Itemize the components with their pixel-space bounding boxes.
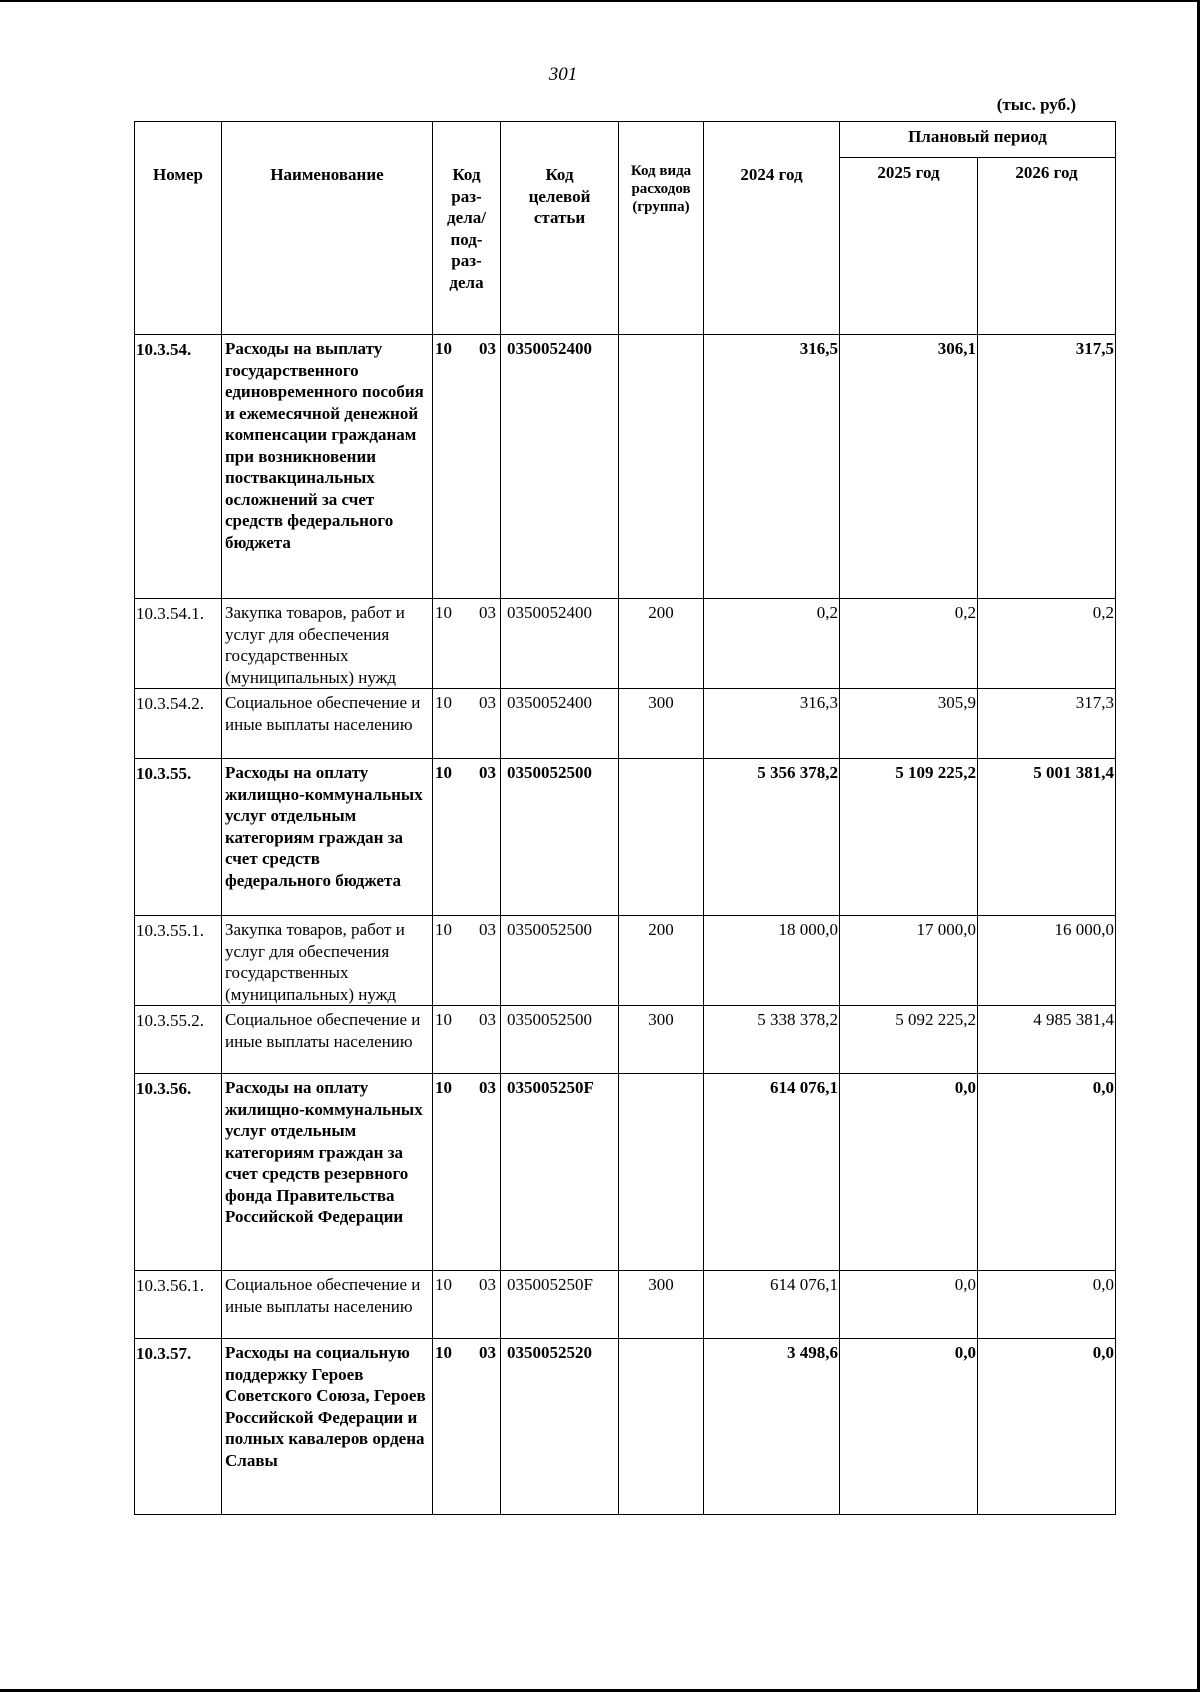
row-section-code	[433, 599, 501, 689]
row-value-2025: 0,2	[840, 599, 978, 689]
row-name: Расходы на оплату жилищно-коммунальных услуг отдельным категориям граждан за счет средств резервного фонда Правительства Российской Федерации	[222, 1074, 433, 1271]
row-name: Расходы на выплату государственного единовременного пособия и ежемесячной денежной компенсации гражданам при возникновении поствакцинальных осложнений за счет средств федерального бюджета	[222, 335, 433, 599]
row-target-code: 035005250F	[501, 1271, 619, 1339]
row-value-2025: 0,0	[840, 1271, 978, 1339]
row-group-code	[619, 1339, 704, 1515]
row-section-code	[433, 1074, 501, 1271]
row-value-2024: 316,5	[704, 335, 840, 599]
header-target-code	[501, 122, 619, 335]
row-group-code: 200	[619, 599, 704, 689]
row-value-2024: 614 076,1	[704, 1074, 840, 1271]
row-value-2026: 5 001 381,4	[978, 759, 1116, 916]
row-value-2024: 3 498,6	[704, 1339, 840, 1515]
row-number: 10.3.56.1.	[135, 1271, 222, 1339]
row-number: 10.3.55.	[135, 759, 222, 916]
row-group-code: 300	[619, 689, 704, 759]
row-target-code: 0350052500	[501, 759, 619, 916]
row-number: 10.3.54.1.	[135, 599, 222, 689]
row-name: Расходы на оплату жилищно-коммунальных услуг отдельным категориям граждан за счет средств федерального бюджета	[222, 759, 433, 916]
header-year-2026: 2026 год	[978, 158, 1116, 335]
row-value-2026: 4 985 381,4	[978, 1006, 1116, 1074]
section-code: 10	[435, 693, 452, 712]
table-row	[135, 1006, 1116, 1074]
row-value-2025: 5 092 225,2	[840, 1006, 978, 1074]
row-target-code: 0350052400	[501, 335, 619, 599]
section-code: 10	[435, 339, 452, 358]
row-value-2026: 16 000,0	[978, 916, 1116, 1006]
row-value-2024: 614 076,1	[704, 1271, 840, 1339]
row-number: 10.3.55.2.	[135, 1006, 222, 1074]
table-row	[135, 759, 1116, 916]
section-code: 10	[435, 1010, 452, 1029]
row-target-code: 0350052500	[501, 916, 619, 1006]
row-group-code	[619, 759, 704, 916]
row-group-code	[619, 1074, 704, 1271]
row-section-code	[433, 689, 501, 759]
table-row	[135, 916, 1116, 1006]
row-value-2026: 317,3	[978, 689, 1116, 759]
row-value-2024: 316,3	[704, 689, 840, 759]
subsection-code: 03	[479, 920, 496, 939]
section-code: 10	[435, 1343, 452, 1362]
section-code: 10	[435, 603, 452, 622]
budget-table	[134, 121, 1116, 1515]
subsection-code: 03	[479, 1343, 496, 1362]
section-code: 10	[435, 1275, 452, 1294]
subsection-code: 03	[479, 603, 496, 622]
row-value-2025: 305,9	[840, 689, 978, 759]
table-header	[135, 122, 1116, 335]
header-section-code-text: Код раз-дела/ под-раз-дела	[447, 165, 486, 292]
table-row	[135, 1339, 1116, 1515]
subsection-code: 03	[479, 1275, 496, 1294]
row-name: Закупка товаров, работ и услуг для обеспечения государственных (муниципальных) нужд	[222, 916, 433, 1006]
section-code: 10	[435, 920, 452, 939]
table-row	[135, 689, 1116, 759]
row-name: Закупка товаров, работ и услуг для обеспечения государственных (муниципальных) нужд	[222, 599, 433, 689]
row-section-code	[433, 1339, 501, 1515]
row-section-code	[433, 1006, 501, 1074]
row-group-code: 200	[619, 916, 704, 1006]
row-group-code	[619, 335, 704, 599]
row-value-2025: 306,1	[840, 335, 978, 599]
row-target-code: 0350052400	[501, 689, 619, 759]
page-frame-top	[0, 0, 1200, 2]
row-target-code: 035005250F	[501, 1074, 619, 1271]
row-name: Социальное обеспечение и иные выплаты населению	[222, 1006, 433, 1074]
row-value-2025: 0,0	[840, 1339, 978, 1515]
subsection-code: 03	[479, 339, 496, 358]
page-number: 301	[548, 64, 578, 85]
header-section-code	[433, 122, 501, 335]
section-code: 10	[435, 1078, 452, 1097]
header-year-2024: 2024 год	[704, 122, 840, 335]
row-value-2025: 0,0	[840, 1074, 978, 1271]
row-number: 10.3.54.	[135, 335, 222, 599]
subsection-code: 03	[479, 693, 496, 712]
row-group-code: 300	[619, 1006, 704, 1074]
section-code: 10	[435, 763, 452, 782]
row-target-code: 0350052400	[501, 599, 619, 689]
table-row	[135, 1074, 1116, 1271]
subsection-code: 03	[479, 1010, 496, 1029]
header-year-2025: 2025 год	[840, 158, 978, 335]
row-section-code	[433, 1271, 501, 1339]
row-value-2024: 5 338 378,2	[704, 1006, 840, 1074]
row-value-2025: 17 000,0	[840, 916, 978, 1006]
header-name: Наименование	[222, 122, 433, 335]
row-value-2025: 5 109 225,2	[840, 759, 978, 916]
row-section-code	[433, 759, 501, 916]
subsection-code: 03	[479, 763, 496, 782]
row-section-code	[433, 916, 501, 1006]
row-number: 10.3.55.1.	[135, 916, 222, 1006]
row-target-code: 0350052520	[501, 1339, 619, 1515]
row-group-code: 300	[619, 1271, 704, 1339]
row-value-2026: 0,2	[978, 599, 1116, 689]
row-number: 10.3.56.	[135, 1074, 222, 1271]
header-group-code: Код вида расходов (группа)	[619, 122, 704, 335]
row-target-code: 0350052500	[501, 1006, 619, 1074]
row-value-2026: 0,0	[978, 1271, 1116, 1339]
header-number: Номер	[135, 122, 222, 335]
row-name: Расходы на социальную поддержку Героев Советского Союза, Героев Российской Федерации и полных кавалеров ордена Славы	[222, 1339, 433, 1515]
row-value-2024: 0,2	[704, 599, 840, 689]
table-row	[135, 335, 1116, 599]
row-name: Социальное обеспечение и иные выплаты населению	[222, 689, 433, 759]
row-value-2024: 18 000,0	[704, 916, 840, 1006]
row-number: 10.3.57.	[135, 1339, 222, 1515]
units-label: (тыс. руб.)	[996, 95, 1076, 114]
row-value-2026: 317,5	[978, 335, 1116, 599]
row-name: Социальное обеспечение и иные выплаты населению	[222, 1271, 433, 1339]
header-target-code-text: Код целевой статьи	[528, 165, 591, 227]
row-number: 10.3.54.2.	[135, 689, 222, 759]
table-body	[135, 335, 1116, 1515]
table-row	[135, 1271, 1116, 1339]
row-value-2026: 0,0	[978, 1339, 1116, 1515]
row-value-2026: 0,0	[978, 1074, 1116, 1271]
table-row	[135, 599, 1116, 689]
row-value-2024: 5 356 378,2	[704, 759, 840, 916]
header-plan-period: Плановый период	[840, 122, 1116, 158]
row-section-code	[433, 335, 501, 599]
subsection-code: 03	[479, 1078, 496, 1097]
